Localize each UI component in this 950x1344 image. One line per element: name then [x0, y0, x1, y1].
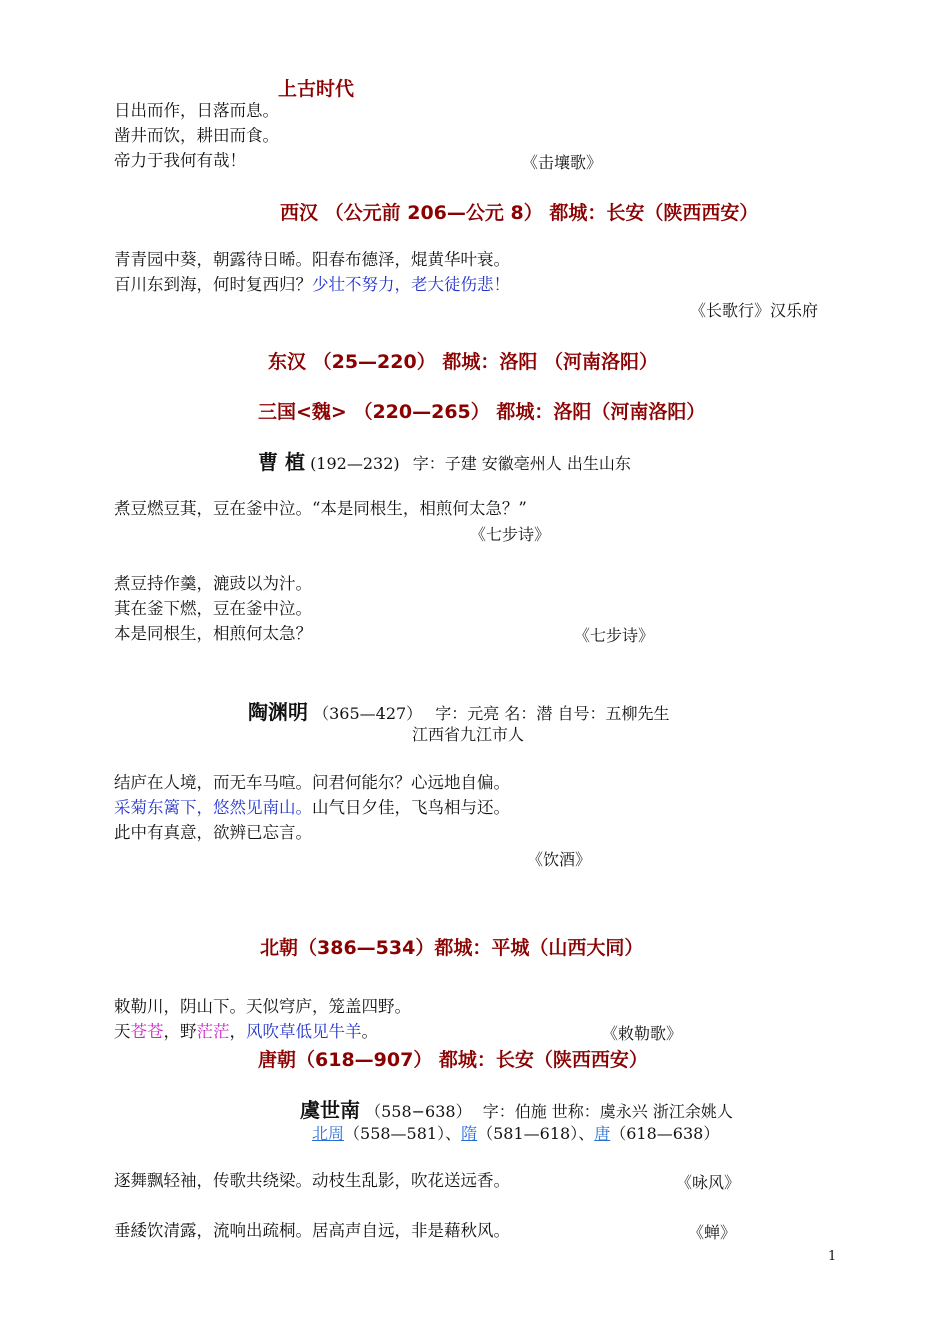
poet-header-caozhi [258, 446, 631, 475]
poem-line-part: 山气日夕佳，飞鸟相与还。 [312, 798, 510, 817]
poem-line-highlight: 风吹草低见牛羊 [246, 1022, 362, 1041]
poem-line: 青青园中葵，朝露待日晞。阳春布德泽，焜黄华叶衰。 [114, 250, 510, 269]
poem-line: 本是同根生，相煎何太急？ [114, 624, 312, 643]
section-title-shanggu: 上古时代 [278, 78, 355, 100]
page-number: 1 [828, 1249, 837, 1264]
poem-line [114, 1020, 378, 1044]
poem-line [114, 796, 510, 820]
poem-line: 敕勒川，阴山下。天似穹庐，笼盖四野。 [114, 997, 411, 1016]
poet-name: 陶渊明 [248, 700, 308, 724]
poem-source: 《蝉》 [688, 1223, 737, 1242]
poem-source: 《七步诗》 [470, 525, 551, 544]
section-title-sanguo: 三国<魏> （220—265） 都城：洛阳（河南洛阳） [258, 401, 706, 423]
poem-source: 《七步诗》 [574, 626, 655, 645]
poem-source: 《敕勒歌》 [602, 1024, 683, 1043]
poem-line: 萁在釜下燃，豆在釜中泣。 [114, 599, 312, 618]
section-title-donghan: 东汉 （25—220） 都城：洛阳 （河南洛阳） [268, 351, 658, 373]
poem-line: 逐舞飘轻袖，传歌共绕梁。动枝生乱影，吹花送远香。 [114, 1171, 510, 1190]
poem-line-highlight: 苍苍 [130, 1022, 164, 1041]
poet-years: （365—427） [313, 704, 423, 723]
poem-source: 《咏风》 [676, 1173, 741, 1192]
poem-source: 《长歌行》汉乐府 [690, 301, 819, 320]
poet-origin: 江西省九江市人 [412, 725, 525, 744]
section-title-xihan: 西汉 （公元前 206—公元 8） 都城：长安（陕西西安） [280, 202, 759, 224]
poem-line-part: 百川东到海，何时复西归？ [114, 275, 312, 294]
poet-header-yushinan [300, 1094, 733, 1123]
poem-line: 日出而作，日落而息。 [114, 101, 279, 120]
poem-line-highlight: 少壮不努力，老大徒伤悲！ [312, 275, 510, 294]
poem-line: 凿井而饮，耕田而食。 [114, 126, 279, 145]
poem-source: 《饮酒》 [527, 850, 592, 869]
poem-line [114, 273, 510, 297]
poet-years: （558−638） [365, 1102, 472, 1121]
poet-name: 虞世南 [300, 1098, 360, 1122]
dynasty-years: （581—618）、 [477, 1124, 595, 1143]
section-title-beichao: 北朝（386—534）都城：平城（山西大同） [260, 937, 644, 959]
poem-line: 煮豆持作羹，漉豉以为汁。 [114, 574, 312, 593]
dynasty-list [312, 1121, 719, 1144]
poem-line: 煮豆燃豆萁，豆在釜中泣。“本是同根生，相煎何太急？” [114, 499, 527, 518]
poem-line-part: 。 [361, 1022, 378, 1041]
dynasty-link-sui[interactable]: 隋 [461, 1124, 478, 1143]
dynasty-years: （558—581）、 [344, 1124, 462, 1143]
poem-line-highlight: 茫茫 [196, 1022, 230, 1041]
poem-line: 结庐在人境，而无车马喧。问君何能尔？心远地自偏。 [114, 773, 510, 792]
poem-line: 此中有真意，欲辨已忘言。 [114, 823, 312, 842]
poem-line: 帝力于我何有哉！ [114, 151, 246, 170]
section-title-tangchao: 唐朝（618—907） 都城：长安（陕西西安） [258, 1049, 648, 1071]
dynasty-link-beizhou[interactable]: 北周 [312, 1124, 345, 1143]
poet-info: 字：子建 安徽亳州人 出生山东 [412, 454, 631, 473]
poem-source: 《击壤歌》 [522, 153, 603, 172]
poet-years: (192—232) [310, 454, 400, 473]
poet-name: 曹 植 [258, 450, 305, 474]
poet-header-taoyuanming [248, 696, 669, 725]
poem-line-highlight: 采菊东篱下，悠然见南山。 [114, 798, 312, 817]
poem-line-part: ，野 [163, 1022, 197, 1041]
dynasty-years: （618—638） [610, 1124, 720, 1143]
poet-info: 字：伯施 世称：虞永兴 浙江余姚人 [482, 1102, 733, 1121]
dynasty-link-tang[interactable]: 唐 [594, 1124, 611, 1143]
poem-line-part: ， [229, 1022, 246, 1041]
poem-line-part: 天 [114, 1022, 131, 1041]
poet-info: 字：元亮 名：潜 自号：五柳先生 [435, 704, 670, 723]
poem-line: 垂緌饮清露，流响出疏桐。居高声自远，非是藉秋风。 [114, 1221, 510, 1240]
